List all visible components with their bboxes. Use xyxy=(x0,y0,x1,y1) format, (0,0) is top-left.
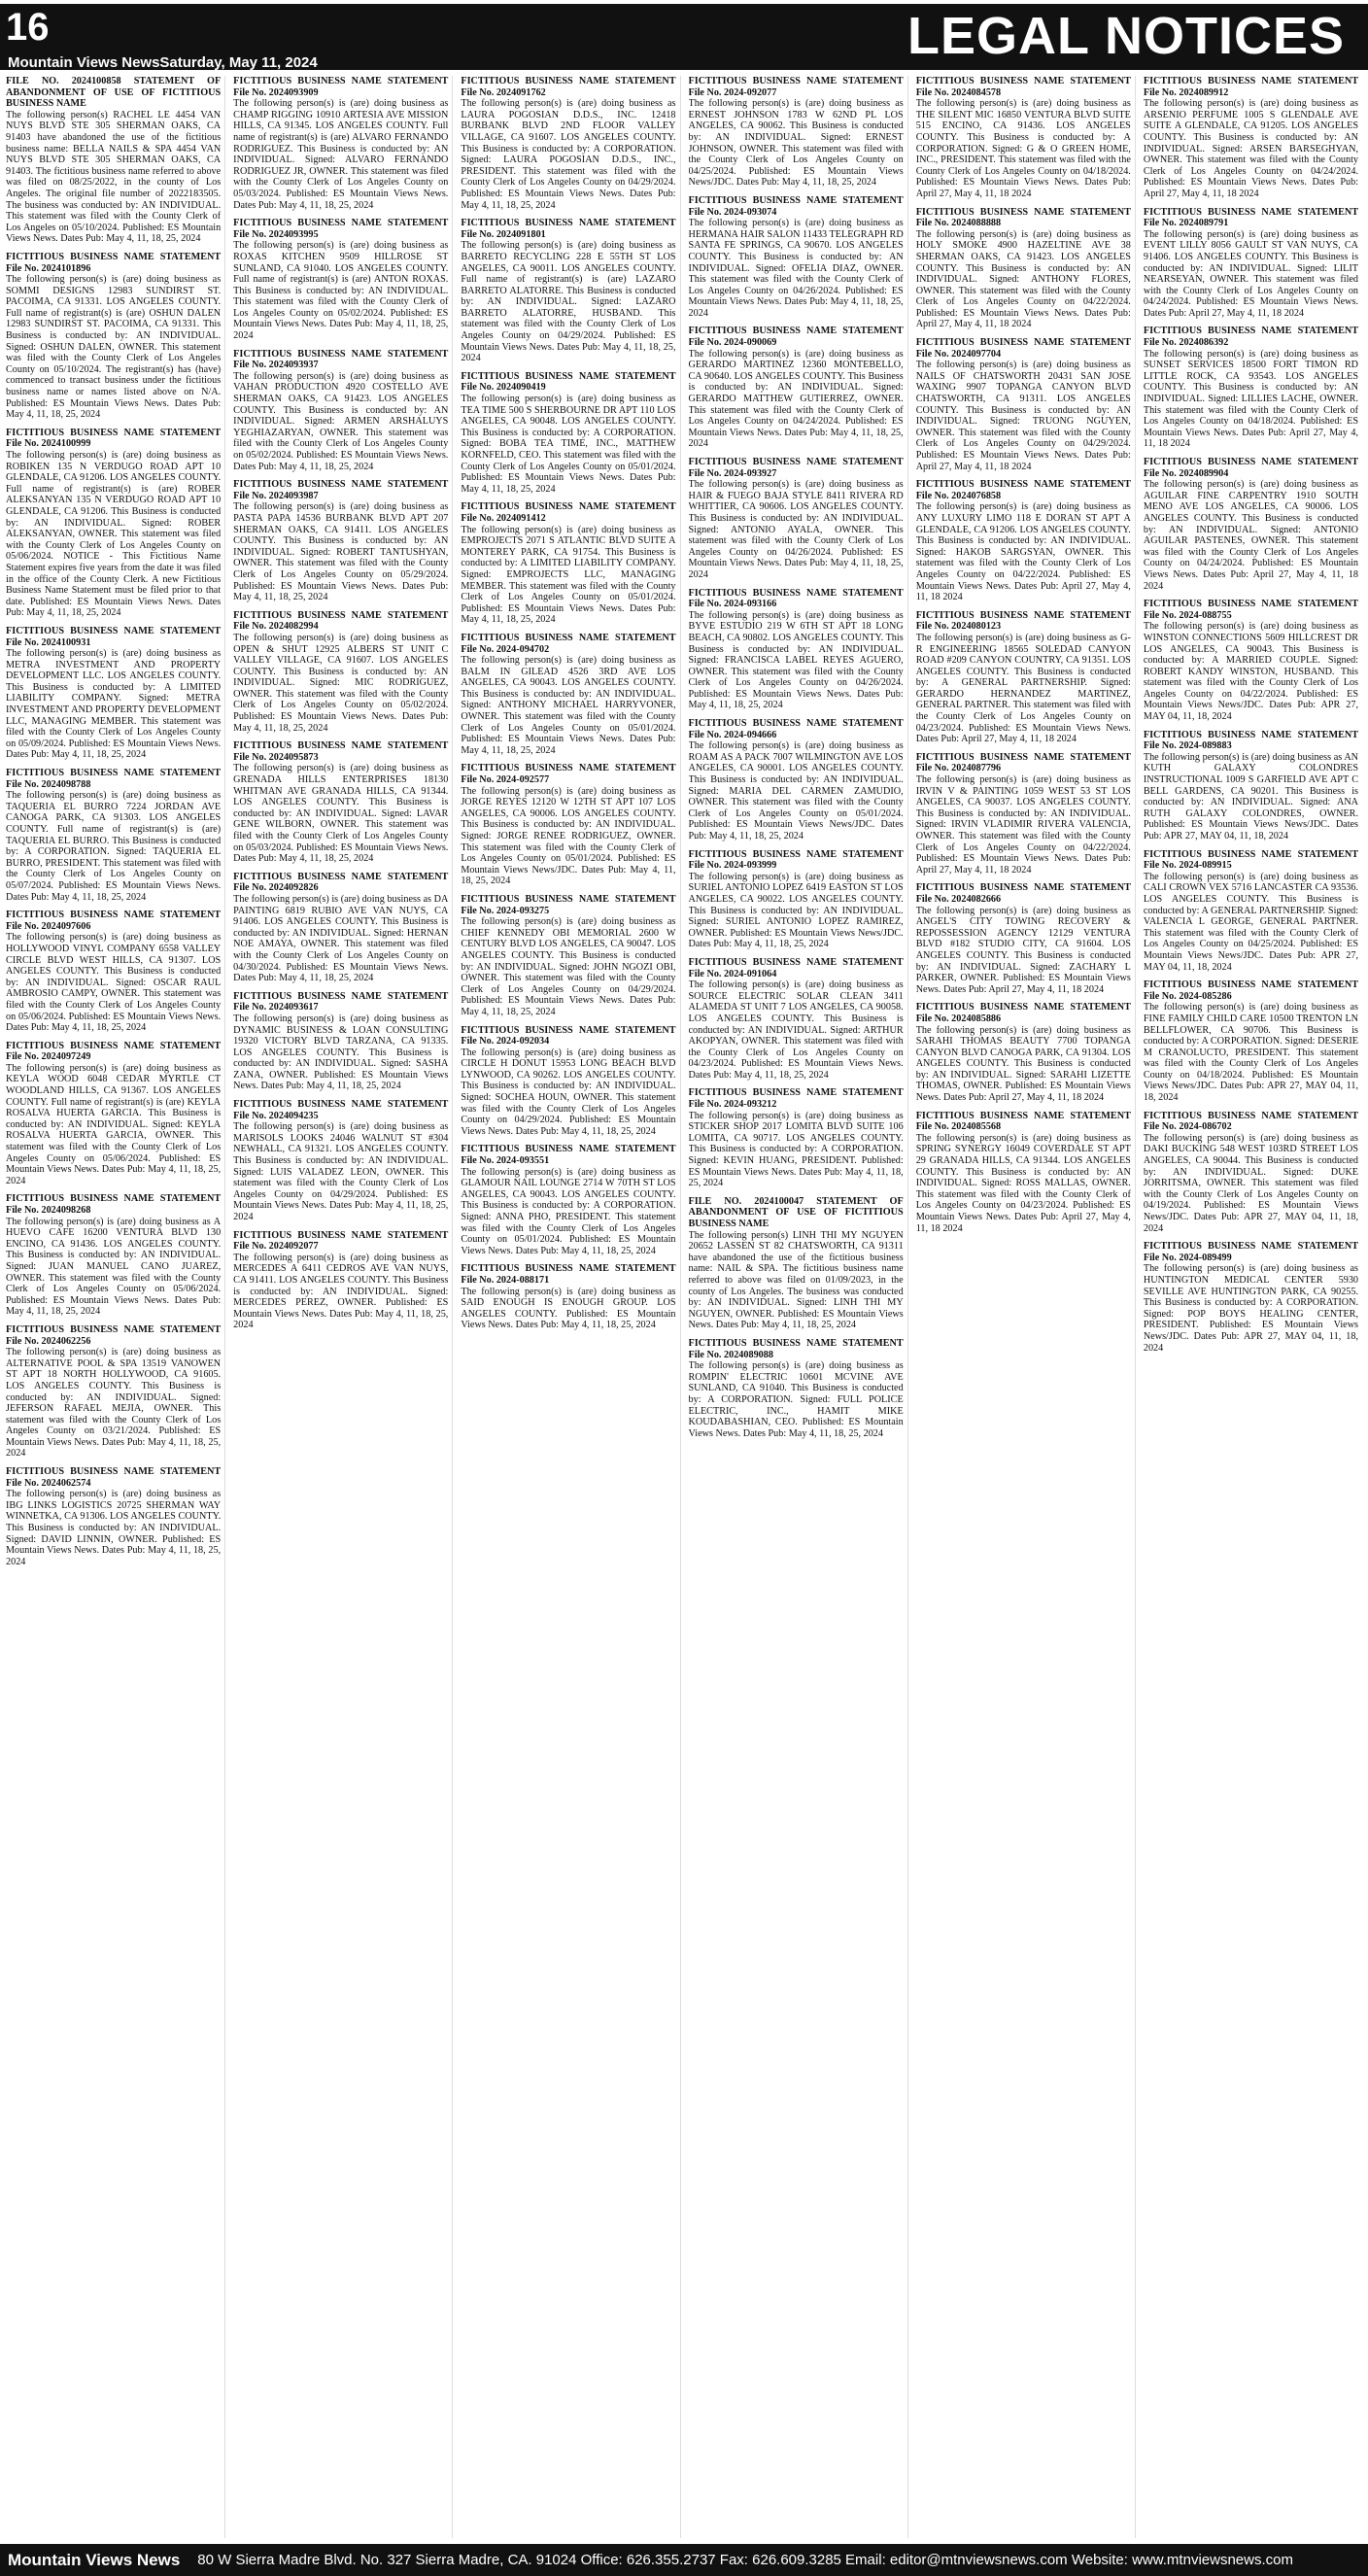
legal-notice xyxy=(1144,76,1358,200)
notice-heading: FICTITIOUS BUSINESS NAME STATEMENT File No. 2024093995 xyxy=(233,218,449,240)
notice-heading: FICTITIOUS BUSINESS NAME STATEMENT File No. 2024089912 xyxy=(1143,76,1359,98)
notice-column xyxy=(1144,76,1362,2538)
notice-heading: FICTITIOUS BUSINESS NAME STATEMENT File No. 2024-089915 xyxy=(1143,848,1359,872)
notice-body: The following person(s) is (are) doing business as ROBIKEN 135 N VERDUGO ROAD APT 10 GLENDALE, CA 91206. LOS ANGELES COUNTY. Full name of registrant(s) is (are) ROBER ALEKSANYAN 135 N VERDUGO ROAD APT 10 GLENDALE, CA 91206. This Business is conducted by: AN INDIVIDUAL. Signed: ROBER ALEKSANYAN, OWNER. This statement was filed with the County Clerk of Los Angeles County on 05/06/2024. NOTICE - This Fictitious Name Statement expires five years from the date it was filed in the office of the County Clerk. A new Fictitious Business Name Statement must be filed prior to that date. Published: ES Mountain Views News. Dates Pub: May 4, 11, 18, 25, 2024 xyxy=(6,450,222,619)
legal-notice xyxy=(461,1263,675,1331)
legal-notice xyxy=(461,218,675,364)
legal-notice xyxy=(461,371,675,496)
notice-column xyxy=(916,76,1136,2538)
notice-body: The following person(s) is (are) doing business as SAID ENOUGH IS ENOUGH GROUP. LOS ANGELES COUNTY. Published: ES Mountain Views News. Dates Pub: May 4, 11, 18, 25, 2024 xyxy=(461,1286,676,1331)
notice-heading: FICTITIOUS BUSINESS NAME STATEMENT File No. 2024089904 xyxy=(1143,457,1359,479)
notice-body: The following person(s) is (are) doing business as STICKER SHOP 2017 LOMITA BLVD SUITE 106 LOMITA, CA 90717. LOS ANGELES COUNTY. This Business is conducted by: A CORPORATION. Signed: KEVIN HUANG, PRESIDENT. Published: ES Mountain Views News. Dates Pub: May 4, 11, 18, 25, 2024 xyxy=(688,1110,904,1189)
legal-notice xyxy=(233,610,448,735)
notice-body: The following person(s) is (are) doing business as TAQUERIA EL BURRO 7224 JORDAN AVE CANOGA PARK, CA 91303. LOS ANGELES COUNTY. Full name of registrant(s) is (are) TAQUERIA EL BURRO. This Business is conducted by: A CORPORATION. Signed: TAQUERIA EL BURRO, PRESIDENT. This statement was filed with the County Clerk of Los Angeles County on 05/07/2024. Published: ES Mountain Views News. Dates Pub: May 4, 11, 18, 25, 2024 xyxy=(6,790,222,903)
notice-heading: FICTITIOUS BUSINESS NAME STATEMENT File No. 2024094235 xyxy=(233,1099,449,1121)
notice-heading: FICTITIOUS BUSINESS NAME STATEMENT File No. 2024087796 xyxy=(915,751,1131,774)
page-footer xyxy=(0,2544,1368,2576)
legal-notice xyxy=(6,1324,221,1460)
notice-body: The following person(s) is (are) doing business as ANGEL'S CITY TOWING RECOVERY & REPOSSESSION AGENCY 12129 VENTURA BLVD #182 STUDIO CITY, CA 91604. LOS ANGELES COUNTY. This Business is conducted by: AN INDIVIDUAL. Signed: ZACHARY L PARKER, OWNER. Published: ES Mountain Views News. Dates Pub: April 27, May 4, 11, 18 2024 xyxy=(915,905,1131,995)
notice-heading: FICTITIOUS BUSINESS NAME STATEMENT File No. 2024-094666 xyxy=(688,718,904,740)
notice-column xyxy=(6,76,225,2538)
notice-heading: FICTITIOUS BUSINESS NAME STATEMENT File No. 2024-090069 xyxy=(688,326,904,349)
notice-heading: FICTITIOUS BUSINESS NAME STATEMENT File No. 2024062574 xyxy=(6,1466,222,1489)
notice-body: The following person(s) is (are) doing business as THE SILENT MIC 16850 VENTURA BLVD SUITE 515 ENCINO, CA 91436. LOS ANGELES COUNTY. This Business is conducted by: A CORPORATION. Signed: G & O GREEN HOME, INC., PRESIDENT. This statement was filed with the County Clerk of Los Angeles County on 04/18/2024. Published: ES Mountain Views News. Dates Pub: April 27, May 4, 11, 18 2024 xyxy=(915,98,1131,199)
header-bar xyxy=(0,4,1368,70)
notice-heading: FICTITIOUS BUSINESS NAME STATEMENT File No. 2024085886 xyxy=(915,1002,1131,1024)
notice-heading: FICTITIOUS BUSINESS NAME STATEMENT File No. 2024-093074 xyxy=(688,194,904,218)
notice-heading: FICTITIOUS BUSINESS NAME STATEMENT File No. 2024-089499 xyxy=(1143,1241,1359,1263)
notice-body: The following person(s) is (are) doing business as CALI CROWN VEX 5716 LANCASTER CA 93536. LOS ANGELES COUNTY. This Business is conducted by: A GENERAL PARTNERSHIP. Signed: VALENCIA L GEORGE, GENERAL PARTNER. This statement was filed with the County Clerk of Los Angeles County on 04/25/2024. Published: ES Mountain Views News/JDC. Dates Pub: APR 27, MAY 04, 11, 18, 2024 xyxy=(1143,871,1359,973)
notice-heading: FICTITIOUS BUSINESS NAME STATEMENT File No. 2024-088171 xyxy=(461,1263,676,1286)
notice-heading: FILE NO. 2024100047 STATEMENT OF ABANDONMENT OF USE OF FICTITIOUS BUSINESS NAME xyxy=(688,1195,904,1229)
notice-column xyxy=(233,76,453,2538)
legal-notice xyxy=(461,1144,675,1256)
legal-notice xyxy=(689,588,904,712)
notice-body: The following person(s) LINH THI MY NGUYEN 20652 LASSEN ST 82 CHATSWORTH, CA 91311 have abandoned the use of the fictitious business name: NAIL & SPA. The fictitious business name referred to above was filed on 01/09/2023, in the county of Los Angeles. The business was conducted by: AN INDIVIDUAL. Signed: LINH THI MY NGUYEN, OWNER. Published: ES Mountain Views News. Dates Pub: May 4, 11, 18, 25, 2024 xyxy=(688,1229,904,1331)
notice-body: The following person(s) is (are) doing business as TEA TIME 500 S SHERBOURNE DR APT 110 LOS ANGELES, CA 90048. LOS ANGELES COUNTY. This Business is conducted by: A CORPORATION. Signed: BOBA TEA TIME, INC., MATTHEW KORNFELD, CEO. This statement was filed with the County Clerk of Los Angeles County on 05/01/2024. Published: ES Mountain Views News. Dates Pub: May 4, 11, 18, 25, 2024 xyxy=(461,394,676,495)
notice-heading: FICTITIOUS BUSINESS NAME STATEMENT File No. 2024093987 xyxy=(233,479,449,501)
legal-notice xyxy=(461,763,675,887)
legal-notice xyxy=(689,1338,904,1439)
legal-notice xyxy=(1144,599,1358,723)
notice-heading: FICTITIOUS BUSINESS NAME STATEMENT File No. 2024062256 xyxy=(6,1323,222,1347)
notice-body: The following person(s) is (are) doing business as JORGE REYES 12120 W 12TH ST APT 107 LOS ANGELES, CA 90006. LOS ANGELES COUNTY. This Business is conducted by: AN INDIVIDUAL. Signed: JORGE RENEE RODRIGUEZ, OWNER. This statement was filed with the County Clerk of Los Angeles County on 05/01/2024. Published: ES Mountain Views News/JDC. Dates Pub: May 4, 11, 18, 25, 2024 xyxy=(461,785,676,887)
notice-body: The following person(s) is (are) doing business as WINSTON CONNECTIONS 5609 HILLCREST DR LOS ANGELES, CA 90043. This Business is conducted by: A MARRIED COUPLE. Signed: ROBERT KANDY WINSTON, HUSBAND. This statement was filed with the County Clerk of Los Angeles County on 04/22/2024. Published: ES Mountain Views News/JDC. Dates Pub: APR 27, MAY 04, 11, 18, 2024 xyxy=(1143,621,1359,723)
legal-notice xyxy=(916,882,1131,995)
notice-body: The following person(s) is (are) doing business as SOMMI DESIGNS 12983 SUNDIRST ST. PACOIMA, CA 91331. LOS ANGELES COUNTY. Full name of registrant(s) is (are) OSHUN DALEN 12983 SUNDIRST ST. PACOIMA, CA 91331. This Business is conducted by: AN INDIVIDUAL. Signed: OSHUN DALEN, OWNER. This statement was filed with the County Clerk of Los Angeles County on 05/10/2024. The registrant(s) has (have) commenced to transact business under the fictitious business name or names listed above on N/A. Published: ES Mountain Views News. Dates Pub: May 4, 11, 18, 25, 2024 xyxy=(6,274,222,421)
section-title: LEGAL NOTICES xyxy=(906,7,1345,65)
footer-brand: Mountain Views News xyxy=(8,2550,181,2569)
notice-body: The following person(s) is (are) doing business as LAURA POGOSIAN D.D.S., INC. 12418 BURBANK BLVD 2ND FLOOR VALLEY VILLAGE, CA 91607. LOS ANGELES COUNTY. This Business is conducted by: A CORPORATION. Signed: LAURA POGOSIAN D.D.S., INC., PRESIDENT. This statement was filed with the County Clerk of Los Angeles County on 04/29/2024. Published: ES Mountain Views News. Dates Pub: May 4, 11, 18, 25, 2024 xyxy=(461,98,676,211)
legal-notice xyxy=(461,76,675,211)
notice-heading: FICTITIOUS BUSINESS NAME STATEMENT File No. 2024-093166 xyxy=(688,587,904,610)
notice-body: The following person(s) is (are) doing business as CHIEF KENNEDY OBI MEMORIAL 2600 W CENTURY BLVD LOS ANGELES, CA 90047. LOS ANGELES COUNTY. This Business is conducted by: AN INDIVIDUAL. Signed: JOHN NGOZI OBI, OWNER. This statement was filed with the County Clerk of Los Angeles County on 04/29/2024. Published: ES Mountain Views News. Dates Pub: May 4, 11, 18, 25, 2024 xyxy=(461,916,676,1017)
legal-notice xyxy=(233,1230,448,1331)
notice-heading: FICTITIOUS BUSINESS NAME STATEMENT File No. 2024090419 xyxy=(461,370,676,394)
notice-body: The following person(s) is (are) doing business as GLAMOUR NAIL LOUNGE 2714 W 70TH ST LOS ANGELES, CA 90043. LOS ANGELES COUNTY. This Business is conducted by: A CORPORATION. Signed: ANNA PHO, PRESIDENT. This statement was filed with the County Clerk of Los Angeles County on 05/01/2024. Published: ES Mountain Views News. Dates Pub: May 4, 11, 18, 25, 2024 xyxy=(461,1166,676,1256)
legal-notice xyxy=(916,76,1131,200)
legal-notice xyxy=(6,1193,221,1318)
legal-notice xyxy=(1144,1241,1358,1354)
notice-body: The following person(s) is (are) doing business as CIRCLE H DONUT 15953 LONG BEACH BLVD LYNWOOD, CA 90262. LOS ANGELES COUNTY. This Business is conducted by: AN INDIVIDUAL. Signed: SOCHEA HOUN, OWNER. This statement was filed with the County Clerk of Los Angeles County on 04/29/2024. Published: ES Mountain Views News. Dates Pub: May 4, 11, 18, 25, 2024 xyxy=(461,1047,676,1137)
legal-notice xyxy=(689,1196,904,1331)
notice-body: The following person(s) is (are) doing business as A HUEVO CAFE 16200 VENTURA BLVD 130 ENCINO, CA 91436. LOS ANGELES COUNTY. This Business is conducted by: AN INDIVIDUAL. Signed: JUAN MANUEL CANO JUAREZ, OWNER. This statement was filed with the County Clerk of Los Angeles County on 05/06/2024. Published: ES Mountain Views News. Dates Pub: May 4, 11, 18, 25, 2024 xyxy=(6,1216,222,1318)
legal-notice xyxy=(916,752,1131,876)
notice-body: The following person(s) is (are) doing business as SURIEL ANTONIO LOPEZ 6419 EASTON ST LOS ANGELES, CA 90022. LOS ANGELES COUNTY. This Business is conducted by: AN INDIVIDUAL. Signed: SURIEL ANTONIO LOPEZ RAMIREZ, OWNER. Published: ES Mountain Views News/JDC. Dates Pub: May 4, 11, 18, 25, 2024 xyxy=(688,871,904,950)
notice-heading: FICTITIOUS BUSINESS NAME STATEMENT File No. 2024-086702 xyxy=(1143,1110,1359,1133)
legal-notice xyxy=(233,1099,448,1223)
notice-heading: FICTITIOUS BUSINESS NAME STATEMENT File No. 2024-092577 xyxy=(461,763,676,786)
notice-body: The following person(s) is (are) doing business as HAIR & FUEGO BAJA STYLE 8411 RIVERA RD WHITTIER, CA 90606. LOS ANGELES COUNTY. This Business is conducted by: AN INDIVIDUAL. Signed: ANTONIO AYALA, OWNER. This statement was filed with the County Clerk of Los Angeles County on 04/26/2024. Published: ES Mountain Views News. Dates Pub: May 4, 11, 18, 25, 2024 xyxy=(688,479,904,580)
notice-body: The following person(s) is (are) doing business as OPEN & SHUT 12925 ALBERS ST UNIT C VALLEY VILLAGE, CA 91607. LOS ANGELES COUNTY. This Business is conducted by: AN INDIVIDUAL. Signed: MIC RODRIGUEZ, OWNER. This statement was filed with the County Clerk of Los Angeles County on 05/02/2024. Published: ES Mountain Views News. Dates Pub: May 4, 11, 18, 25, 2024 xyxy=(233,632,449,734)
notice-body: The following person(s) is (are) doing business as SOURCE ELECTRIC SOLAR CLEAN 3411 ALAMEDA ST UNIT 7 LOS ANGELES, CA 90058. LOS ANGELES COUNTY. This Business is conducted by: AN INDIVIDUAL. Signed: ARTHUR AKOPYAN, OWNER. This statement was filed with the County Clerk of Los Angeles County on 04/23/2024. Published: ES Mountain Views News. Dates Pub: May 4, 11, 18, 25, 2024 xyxy=(688,979,904,1081)
legal-notice xyxy=(1144,326,1358,450)
legal-notice xyxy=(233,991,448,1092)
notice-heading: FICTITIOUS BUSINESS NAME STATEMENT File No. 2024076858 xyxy=(915,479,1131,501)
legal-notice xyxy=(461,501,675,626)
notice-heading: FICTITIOUS BUSINESS NAME STATEMENT File No. 2024088888 xyxy=(915,206,1131,229)
notice-body: The following person(s) is (are) doing business as DA PAINTING 6819 RUBIO AVE VAN NUYS, CA 91406. LOS ANGELES COUNTY. This Business is conducted by: AN INDIVIDUAL. Signed: HERNAN NOE AMAYA, OWNER. This statement was filed with the County Clerk of Los Angeles County on 04/30/2024. Published: ES Mountain Views News. Dates Pub: May 4, 11, 18, 25, 2024 xyxy=(233,893,449,984)
notice-body: The following person(s) is (are) doing business as VAHAN PRODUCTION 4920 COSTELLO AVE SHERMAN OAKS, CA 91423. LOS ANGELES COUNTY. This Business is conducted by: AN INDIVIDUAL. Signed: ARMEN ARSHALUYS YEGHIAZARYAN, OWNER. This statement was filed with the County Clerk of Los Angeles County on 05/02/2024. Published: ES Mountain Views News. Dates Pub: May 4, 11, 18, 25, 2024 xyxy=(233,370,449,472)
notice-body: The following person(s) is (are) doing business as HOLY SMOKE 4900 HAZELTINE AVE 38 SHERMAN OAKS, CA 91423. LOS ANGELES COUNTY. This Business is conducted by: AN INDIVIDUAL. Signed: ANTHONY FLORES, OWNER. This statement was filed with the County Clerk of Los Angeles County on 04/22/2024. Published: ES Mountain Views News. Dates Pub: April 27, May 4, 11, 18 2024 xyxy=(915,228,1131,330)
notice-heading: FICTITIOUS BUSINESS NAME STATEMENT File No. 2024085568 xyxy=(915,1110,1131,1133)
legal-notice xyxy=(689,718,904,842)
notice-heading: FICTITIOUS BUSINESS NAME STATEMENT File No. 2024-085286 xyxy=(1143,979,1359,1002)
notice-columns xyxy=(6,76,1362,2538)
notice-heading: FICTITIOUS BUSINESS NAME STATEMENT File No. 2024093617 xyxy=(233,990,449,1013)
notice-heading: FICTITIOUS BUSINESS NAME STATEMENT File No. 2024082666 xyxy=(915,882,1131,905)
legal-notice xyxy=(1144,457,1358,592)
legal-notice xyxy=(689,195,904,320)
notice-body: The following person(s) is (are) doing business as GRENADA HILLS ENTERPRISES 18130 WHITMAN AVE GRANADA HILLS, CA 91344. LOS ANGELES COUNTY. This Business is conducted by: AN INDIVIDUAL. Signed: LAVAR GENE WILBORN, OWNER. This statement was filed with the County Clerk of Los Angeles County on 05/03/2024. Published: ES Mountain Views News. Dates Pub: May 4, 11, 18, 25, 2024 xyxy=(233,763,449,865)
notice-body: The following person(s) is (are) doing business as ROAM AS A PACK 7007 WILMINGTON AVE LOS ANGELES, CA 90001. LOS ANGELES COUNTY. This Business is conducted by: AN INDIVIDUAL. Signed: MARIA DEL CARMEN ZAMUDIO, OWNER. This statement was filed with the County Clerk of Los Angeles County on 05/01/2024. Published: ES Mountain Views News/JDC. Dates Pub: May 4, 11, 18, 25, 2024 xyxy=(688,740,904,841)
legal-notice xyxy=(916,207,1131,331)
notice-body: The following person(s) is (are) doing business as GERARDO MARTINEZ 12360 MONTEBELLO, CA 90640. LOS ANGELES COUNTY. This Business is conducted by: AN INDIVIDUAL. Signed: GERARDO MATTHEW GUTIERREZ, OWNER. This statement was filed with the County Clerk of Los Angeles County on 04/24/2024. Published: ES Mountain Views News. Dates Pub: May 4, 11, 18, 25, 2024 xyxy=(688,348,904,450)
notice-body: The following person(s) is (are) doing business as ROXAS KITCHEN 9509 HILLROSE ST SUNLAND, CA 91040. LOS ANGELES COUNTY. Full name of registrant(s) is (are) ANTON ROXAS. This Business is conducted by: AN INDIVIDUAL. This statement was filed with the County Clerk of Los Angeles County on 05/02/2024. Published: ES Mountain Views News. Dates Pub: May 4, 11, 18, 25, 2024 xyxy=(233,240,449,342)
legal-notice xyxy=(689,849,904,950)
notice-heading: FICTITIOUS BUSINESS NAME STATEMENT File No. 2024091412 xyxy=(461,501,676,524)
notice-body: The following person(s) is (are) doing business as IRVIN V & PAINTING 1059 WEST 53 ST LOS ANGELES, CA 90037. LOS ANGELES COUNTY. This Business is conducted by: AN INDIVIDUAL. Signed: IRVIN VLADIMIR RIVERA VALENCIA, OWNER. This statement was filed with the County Clerk of Los Angeles County on 04/22/2024. Published: ES Mountain Views News. Dates Pub: April 27, May 4, 11, 18 2024 xyxy=(915,774,1131,876)
notice-body: The following person(s) is (are) doing business as SPRING SYNERGY 16049 COVERDALE ST APT 29 GRANADA HILLS, CA 91344. LOS ANGELES COUNTY. This Business is conducted by: AN INDIVIDUAL. Signed: ROSS MALLAS, OWNER. This statement was filed with the County Clerk of Los Angeles County on 04/23/2024. Published: ES Mountain Views News. Dates Pub: April 27, May 4, 11, 18 2024 xyxy=(915,1132,1131,1234)
legal-notice xyxy=(689,457,904,581)
notice-body: The following person(s) is (are) doing business as ALTERNATIVE POOL & SPA 13519 VANOWEN ST APT 18 NORTH HOLLYWOOD, CA 91605. LOS ANGELES COUNTY. This Business is conducted by: AN INDIVIDUAL. Signed: JEFERSON RAFAEL MEJIA, OWNER. This statement was filed with the County Clerk of Los Angeles County on 03/21/2024. Published: ES Mountain Views News. Dates Pub: May 4, 11, 18, 25, 2024 xyxy=(6,1347,222,1460)
page-header xyxy=(0,0,1368,70)
notice-body: The following person(s) is (are) doing business as DYNAMIC BUSINESS & LOAN CONSULTING 19320 VICTORY BLVD TARZANA, CA 91335. LOS ANGELES COUNTY. This Business is conducted by: AN INDIVIDUAL. Signed: SASHA ZANA, OWNER. Published: ES Mountain Views News. Dates Pub: May 4, 11, 18, 25, 2024 xyxy=(233,1013,449,1092)
notice-heading: FICTITIOUS BUSINESS NAME STATEMENT File No. 2024086392 xyxy=(1143,326,1359,349)
notice-heading: FICTITIOUS BUSINESS NAME STATEMENT File No. 2024091801 xyxy=(461,218,676,240)
legal-notice xyxy=(233,479,448,603)
notice-body: The following person(s) is (are) doing business as BARRETO RECYCLING 228 E 55TH ST LOS ANGELES, CA 90011. LOS ANGELES COUNTY. Full name of registrant(s) is (are) LAZARO BARRETO ALATORRE. This Business is conducted by: AN INDIVIDUAL. Signed: LAZARO BARRETO ALATORRE, HUSBAND. This statement was filed with the County Clerk of Los Angeles County on 04/29/2024. Published: ES Mountain Views News. Dates Pub: May 4, 11, 18, 25, 2024 xyxy=(461,240,676,364)
legal-notice xyxy=(6,1041,221,1187)
notice-body: The following person(s) is (are) doing business as FINE FAMILY CHILD CARE 10500 TRENTON LN BELLFLOWER, CA 90706. This Business is conducted by: A CORPORATION. Signed: DESERIE M CRANOLUCTO, PRESIDENT. This statement was filed with the County Clerk of Los Angeles County on 04/18/2024. Published: ES Mountain Views News/JDC. Dates Pub: APR 27, MAY 04, 11, 18, 2024 xyxy=(1143,1002,1359,1104)
notice-heading: FICTITIOUS BUSINESS NAME STATEMENT File No. 2024-088755 xyxy=(1143,599,1359,621)
notice-heading: FICTITIOUS BUSINESS NAME STATEMENT File No. 2024-093275 xyxy=(461,893,676,916)
legal-notice xyxy=(461,894,675,1018)
notice-heading: FICTITIOUS BUSINESS NAME STATEMENT File No. 2024089088 xyxy=(688,1337,904,1360)
page-number: 16 xyxy=(6,6,50,49)
notice-body: The following person(s) is (are) doing business as DAKI BUCKING 548 WEST 103RD STREET LOS ANGELES, CA 90044. This Business is conducted by: AN INDIVIDUAL. Signed: DUKE JORRITSMA, OWNER. This statement was filed with the County Clerk of Los Angeles County on 04/19/2024. Published: ES Mountain Views News/JDC. Dates Pub: APR 27, MAY 04, 11, 18, 2024 xyxy=(1143,1132,1359,1234)
notice-column xyxy=(689,76,908,2538)
legal-notice xyxy=(916,1111,1131,1235)
legal-notice xyxy=(461,633,675,757)
notice-heading: FICTITIOUS BUSINESS NAME STATEMENT File No. 2024098268 xyxy=(6,1193,222,1216)
notice-body: The following person(s) is (are) doing business as SARAHI THOMAS BEAUTY 7700 TOPANGA CANYON BLVD CANOGA PARK, CA 91304. LOS ANGELES COUNTY. This Business is conducted by: AN INDIVIDUAL. Signed: SARAHI LIZETTE THOMAS, OWNER. Published: ES Mountain Views News. Dates Pub: April 27, May 4, 11, 18 2024 xyxy=(915,1024,1131,1104)
notice-heading: FICTITIOUS BUSINESS NAME STATEMENT File No. 2024100999 xyxy=(6,427,222,450)
notice-heading: FICTITIOUS BUSINESS NAME STATEMENT File No. 2024-091064 xyxy=(688,956,904,979)
notice-heading: FICTITIOUS BUSINESS NAME STATEMENT File No. 2024080123 xyxy=(915,609,1131,633)
legal-notice xyxy=(1144,849,1358,974)
legal-notice xyxy=(689,957,904,1082)
legal-notice xyxy=(6,910,221,1034)
notice-body: The following person(s) RACHEL LE 4454 VAN NUYS BLVD STE 305 SHERMAN OAKS, CA 91403 have abandoned the use of the fictitious business name: BELLA NAILS & SPA 4454 VAN NUYS BLVD STE 305 SHERMAN OAKS, CA 91403. The fictitious business name referred to above was filed on 08/25/2022, in the county of Los Angeles. The original file number of 2022183505. The business was conducted by: AN INDIVIDUAL. This statement was filed with the County Clerk of Los Angeles on 05/10/2024. Published: ES Mountain Views News. Dates Pub: May 4, 11, 18, 25, 2024 xyxy=(6,109,222,245)
legal-notice xyxy=(6,768,221,903)
legal-notice xyxy=(233,218,448,342)
notice-body: The following person(s) is (are) doing business as HERMANA HAIR SALON 11433 TELEGRAPH RD SANTA FE SPRINGS, CA 90670. LOS ANGELES COUNTY. This Business is conducted by: AN INDIVIDUAL. Signed: OFELIA DIAZ, OWNER. This statement was filed with the County Clerk of Los Angeles County on 04/26/2024. Published: ES Mountain Views News. Dates Pub: May 4, 11, 18, 25, 2024 xyxy=(688,218,904,319)
legal-notice xyxy=(916,610,1131,745)
notice-body: The following person(s) is (are) doing business as CHAMP RIGGING 10910 ARTESIA AVE MISSION HILLS, CA 91345. LOS ANGELES COUNTY. Full name of registrant(s) is (are) ALVARO FERNANDO RODRIGUEZ. This Business is conducted by: AN INDIVIDUAL. Signed: ALVARO FERNANDO RODRIGUEZ JR, OWNER. This statement was filed with the County Clerk of Los Angeles County on 05/03/2024. Published: ES Mountain Views News. Dates Pub: May 4, 11, 18, 25, 2024 xyxy=(233,98,449,211)
legal-notice xyxy=(1144,1111,1358,1235)
notice-body: The following person(s) is (are) doing business as KEYLA WOOD 6048 CEDAR MYRTLE CT WOODLAND HILLS, CA 91367. LOS ANGELES COUNTY. Full name of registrant(s) is (are) KEYLA ROSALVA HUERTA GARCIA. This Business is conducted by: AN INDIVIDUAL. Signed: KEYLA ROSALVA HUERTA GARCIA, OWNER. This statement was filed with the County Clerk of Los Angeles County on 05/06/2024. Published: ES Mountain Views News. Dates Pub: May 4, 11, 18, 25, 2024 xyxy=(6,1062,222,1186)
notice-body: The following person(s) is (are) doing business as NAILS OF CHATSWORTH 20431 SAN JOSE WAXING 9907 TOPANGA CANYON BLVD CHATSWORTH, CA 91311. LOS ANGELES COUNTY. This Business is conducted by: AN INDIVIDUAL. Signed: TRUONG NGUYEN, OWNER. This statement was filed with the County Clerk of Los Angeles County on 04/29/2024. Published: ES Mountain Views News. Dates Pub: April 27, May 4, 11, 18 2024 xyxy=(915,360,1131,472)
legal-notice xyxy=(916,337,1131,472)
notice-body: The following person(s) is (are) doing business as EMPROJECTS 2071 S ATLANTIC BLVD SUITE A MONTEREY PARK, CA 91754. This Business is conducted by: A LIMITED LIABILITY COMPANY. Signed: EMPROJECTS LLC, MANAGING MEMBER. This statement was filed with the County Clerk of Los Angeles County on 05/01/2024. Published: ES Mountain Views News. Dates Pub: May 4, 11, 18, 25, 2024 xyxy=(461,524,676,626)
publication-date: Mountain Views NewsSaturday, May 11, 2024 xyxy=(8,54,318,71)
notice-body: The following person(s) is (are) doing business as PASTA PAPA 14536 BURBANK BLVD APT 207 SHERMAN OAKS, CA 91411. LOS ANGELES COUNTY. This Business is conducted by: AN INDIVIDUAL. Signed: ROBERT TANTUSHYAN, OWNER. This statement was filed with the County Clerk of Los Angeles County on 05/29/2024. Published: ES Mountain Views News. Dates Pub: May 4, 11, 18, 25, 2024 xyxy=(233,501,449,603)
notice-body: The following person(s) is (are) doing business as MERCEDES A 6411 CEDROS AVE VAN NUYS, CA 91411. LOS ANGELES COUNTY. This Business is conducted by: AN INDIVIDUAL. Signed: MERCEDES PEREZ, OWNER. Published: ES Mountain Views News. Dates Pub: May 4, 11, 18, 25, 2024 xyxy=(233,1252,449,1331)
legal-notice xyxy=(6,428,221,619)
legal-notice xyxy=(1144,207,1358,320)
legal-notice xyxy=(233,76,448,211)
legal-notice xyxy=(916,1002,1131,1103)
notice-body: The following person(s) is (are) doing business as METRA INVESTMENT AND PROPERTY DEVELOPMENT LLC. LOS ANGELES COUNTY. This Business is conducted by: A LIMITED LIABILITY COMPANY. Signed: METRA INVESTMENT AND PROPERTY DEVELOPMENT LLC, MANAGING MEMBER. This statement was filed with the County Clerk of Los Angeles County on 05/09/2024. Published: ES Mountain Views News. Dates Pub: May 4, 11, 18, 25, 2024 xyxy=(6,648,222,761)
notice-body: The following person(s) is (are) doing business as HUNTINGTON MEDICAL CENTER 5930 SEVILLE AVE HUNTINGTON PARK, CA 90255. This Business is conducted by: A CORPORATION. Signed: POP BOYS HEALING CENTER, PRESIDENT. Published: ES Mountain Views News/JDC. Dates Pub: APR 27, MAY 04, 11, 18, 2024 xyxy=(1143,1263,1359,1354)
notice-heading: FICTITIOUS BUSINESS NAME STATEMENT File No. 2024-093999 xyxy=(688,848,904,872)
notice-heading: FICTITIOUS BUSINESS NAME STATEMENT File No. 2024098788 xyxy=(6,768,222,790)
legal-notice xyxy=(233,349,448,473)
notice-body: The following person(s) is (are) doing business as SUNSET SERVICES 18500 FORT TIMON RD LITTLE ROCK, CA 93543. LOS ANGELES COUNTY. This Business is conducted by: AN INDIVIDUAL. Signed: LILLIES LACHE, OWNER. This statement was filed with the County Clerk of Los Angeles County on 04/18/2024. Published: ES Mountain Views News. Dates Pub: April 27, May 4, 11, 18 2024 xyxy=(1143,348,1359,450)
notice-heading: FICTITIOUS BUSINESS NAME STATEMENT File No. 2024-093212 xyxy=(688,1087,904,1111)
notice-body: The following person(s) is (are) doing business as AN KUTH GALAXY COLONDRES INSTRUCTIONAL 1009 S GARFIELD AVE APT C BELL GARDENS, CA 90201. This Business is conducted by: AN INDIVIDUAL. Signed: ANA RUTH GALAXY COLONDRES, OWNER. Published: ES Mountain Views News/JDC. Dates Pub: APR 27, MAY 04, 11, 18, 2024 xyxy=(1143,751,1359,841)
legal-notice xyxy=(1144,730,1358,842)
legal-notice xyxy=(689,1087,904,1188)
notice-body: The following person(s) is (are) doing business as ROMPIN' ELECTRIC 10601 MCVINE AVE SUNLAND, CA 91040. This Business is conducted by: A CORPORATION. Signed: FULL POLICE ELECTRIC, INC., HAMIT MIKE KOUDABASHIAN, CEO. Published: ES Mountain Views News. Dates Pub: May 4, 11, 18, 25, 2024 xyxy=(688,1360,904,1439)
notice-heading: FICTITIOUS BUSINESS NAME STATEMENT File No. 2024095873 xyxy=(233,740,449,763)
notice-heading: FICTITIOUS BUSINESS NAME STATEMENT File No. 2024-089883 xyxy=(1143,729,1359,752)
legal-notice xyxy=(1144,979,1358,1104)
legal-notice xyxy=(461,1025,675,1138)
notice-heading: FICTITIOUS BUSINESS NAME STATEMENT File No. 2024-094702 xyxy=(461,632,676,655)
notice-body: The following person(s) is (are) doing business as BYVE ESTUDIO 219 W 6TH ST APT 18 LONG BEACH, CA 90802. LOS ANGELES COUNTY. This Business is conducted by: AN INDIVIDUAL. Signed: FRANCISCA LABEL REYES AGUERO, OWNER. This statement was filed with the County Clerk of Los Angeles County on 04/26/2024. Published: ES Mountain Views News. Dates Pub: May 4, 11, 18, 25, 2024 xyxy=(688,609,904,711)
notice-body: The following person(s) is (are) doing business as MARISOLS LOOKS 24046 WALNUT ST #304 NEWHALL, CA 91321. LOS ANGELES COUNTY. This Business is conducted by: AN INDIVIDUAL. Signed: LUIS VALADEZ LEON, OWNER. This statement was filed with the County Clerk of Los Angeles County on 04/29/2024. Published: ES Mountain Views News. Dates Pub: May 4, 11, 18, 25, 2024 xyxy=(233,1121,449,1222)
legal-notice xyxy=(6,626,221,761)
notice-heading: FICTITIOUS BUSINESS NAME STATEMENT File No. 2024093909 xyxy=(233,76,449,98)
notice-body: The following person(s) is (are) doing business as HOLLYWOOD VINYL COMPANY 6558 VALLEY CIRCLE BLVD WEST HILLS, CA 91307. LOS ANGELES COUNTY. This Business is conducted by: AN INDIVIDUAL. Signed: OSCAR RAUL AMBROSIO CAMPY, OWNER. This statement was filed with the County Clerk of Los Angeles County on 05/06/2024. Published: ES Mountain Views News. Dates Pub: May 4, 11, 18, 25, 2024 xyxy=(6,932,222,1034)
notice-heading: FICTITIOUS BUSINESS NAME STATEMENT File No. 2024097704 xyxy=(915,337,1131,360)
notice-body: The following person(s) is (are) doing business as BALM IN GILEAD 4526 3RD AVE LOS ANGELES, CA 90043. LOS ANGELES COUNTY. This Business is conducted by: AN INDIVIDUAL. Signed: ANTHONY MICHAEL HARRYVONER, OWNER. This statement was filed with the County Clerk of Los Angeles County on 05/01/2024. Published: ES Mountain Views News. Dates Pub: May 4, 11, 18, 25, 2024 xyxy=(461,655,676,756)
notice-body: The following person(s) is (are) doing business as AGUILAR FINE CARPENTRY 1910 SOUTH MENO AVE LOS ANGELES, CA 90006. LOS ANGELES COUNTY. This Business is conducted by: AN INDIVIDUAL. Signed: ANTONIO AGUILAR PASTENES, OWNER. This statement was filed with the County Clerk of Los Angeles County on 04/24/2024. Published: ES Mountain Views News. Dates Pub: April 27, May 4, 11, 18 2024 xyxy=(1143,479,1359,592)
notice-heading: FICTITIOUS BUSINESS NAME STATEMENT File No. 2024-092034 xyxy=(461,1024,676,1048)
notice-column xyxy=(461,76,680,2538)
legal-notice xyxy=(233,740,448,865)
notice-body: The following person(s) is (are) doing business as ERNEST JOHNSON 1783 W 62ND PL LOS ANGELES, CA 90062. This Business is conducted by: AN INDIVIDUAL. Signed: ERNEST JOHNSON, OWNER. This statement was filed with the County Clerk of Los Angeles County on 04/25/2024. Published: ES Mountain Views News/JDC. Dates Pub: May 4, 11, 18, 25, 2024 xyxy=(688,98,904,189)
notice-body: The following person(s) is (are) doing business as IBG LINKS LOGISTICS 20725 SHERMAN WAY WINNETKA, CA 91306. LOS ANGELES COUNTY. This Business is conducted by: AN INDIVIDUAL. Signed: DAVID LINNIN, OWNER. Published: ES Mountain Views News. Dates Pub: May 4, 11, 18, 25, 2024 xyxy=(6,1489,222,1567)
notice-body: The following person(s) is (are) doing business as ANY LUXURY LIMO 118 E DORAN ST APT A GLENDALE, CA 91206. LOS ANGELES COUNTY. This Business is conducted by: AN INDIVIDUAL. Signed: HAKOB SARGSYAN, OWNER. This statement was filed with the County Clerk of Los Angeles County on 04/22/2024. Published: ES Mountain Views News. Dates Pub: April 27, May 4, 11, 18 2024 xyxy=(915,501,1131,603)
notice-heading: FICTITIOUS BUSINESS NAME STATEMENT File No. 2024082994 xyxy=(233,609,449,633)
notice-heading: FICTITIOUS BUSINESS NAME STATEMENT File No. 2024091762 xyxy=(461,76,676,98)
notice-heading: FICTITIOUS BUSINESS NAME STATEMENT File No. 2024-093927 xyxy=(688,457,904,479)
notice-heading: FICTITIOUS BUSINESS NAME STATEMENT File No. 2024-092077 xyxy=(688,76,904,98)
notice-heading: FICTITIOUS BUSINESS NAME STATEMENT File No. 2024100931 xyxy=(6,625,222,648)
footer-address: 80 W Sierra Madre Blvd. No. 327 Sierra Madre, CA. 91024 Office: 626.355.2737 Fax: 626.609.3285 Email: editor@mtnviewsnews.com Website: www.mtnviewsnews.com xyxy=(197,2552,1293,2568)
legal-notice xyxy=(6,1466,221,1567)
legal-notice xyxy=(689,76,904,189)
legal-notice xyxy=(916,479,1131,603)
notice-heading: FICTITIOUS BUSINESS NAME STATEMENT File No. 2024097606 xyxy=(6,910,222,932)
legal-notice xyxy=(6,76,221,245)
notice-heading: FILE NO. 2024100858 STATEMENT OF ABANDONMENT OF USE OF FICTITIOUS BUSINESS NAME xyxy=(6,76,222,110)
notice-heading: FICTITIOUS BUSINESS NAME STATEMENT File No. 2024089791 xyxy=(1143,206,1359,229)
notice-heading: FICTITIOUS BUSINESS NAME STATEMENT File No. 2024092826 xyxy=(233,871,449,894)
notice-heading: FICTITIOUS BUSINESS NAME STATEMENT File No. 2024093937 xyxy=(233,348,449,371)
legal-notice xyxy=(689,326,904,450)
notice-heading: FICTITIOUS BUSINESS NAME STATEMENT File No. 2024101896 xyxy=(6,251,222,274)
notice-heading: FICTITIOUS BUSINESS NAME STATEMENT File No. 2024084578 xyxy=(915,76,1131,98)
legal-notice xyxy=(6,252,221,421)
notice-body: The following person(s) is (are) doing business as ARSENIO PERFUME 1005 S GLENDALE AVE SUITE A GLENDALE, CA 91205. LOS ANGELES COUNTY. This Business is conducted by: AN INDIVIDUAL. Signed: ARSEN BARSEGHYAN, OWNER. This statement was filed with the County Clerk of Los Angeles County on 04/24/2024. Published: ES Mountain Views News. Dates Pub: April 27, May 4, 11, 18 2024 xyxy=(1143,98,1359,199)
notice-heading: FICTITIOUS BUSINESS NAME STATEMENT File No. 2024-093551 xyxy=(461,1144,676,1167)
notice-body: The following person(s) is (are) doing business as G-R ENGINEERING 18565 SOLEDAD CANYON ROAD #209 CANYON COUNTRY, CA 91351. LOS ANGELES COUNTY. This Business is conducted by: A GENERAL PARTNERSHIP. Signed: GERARDO HERNANDEZ MARTINEZ, GENERAL PARTNER. This statement was filed with the County Clerk of Los Angeles County on 04/23/2024. Published: ES Mountain Views News. Dates Pub: April 27, May 4, 11, 18 2024 xyxy=(915,632,1131,745)
notice-body: The following person(s) is (are) doing business as EVENT LILLY 8056 GAULT ST VAN NUYS, CA 91406. LOS ANGELES COUNTY. This Business is conducted by: AN INDIVIDUAL. Signed: LILIT NEARSEYAN, OWNER. This statement was filed with the County Clerk of Los Angeles County on 04/24/2024. Published: ES Mountain Views News. Dates Pub: April 27, May 4, 11, 18 2024 xyxy=(1143,228,1359,319)
notice-heading: FICTITIOUS BUSINESS NAME STATEMENT File No. 2024097249 xyxy=(6,1040,222,1063)
legal-notice xyxy=(233,872,448,984)
notice-heading: FICTITIOUS BUSINESS NAME STATEMENT File No. 2024092077 xyxy=(233,1229,449,1253)
